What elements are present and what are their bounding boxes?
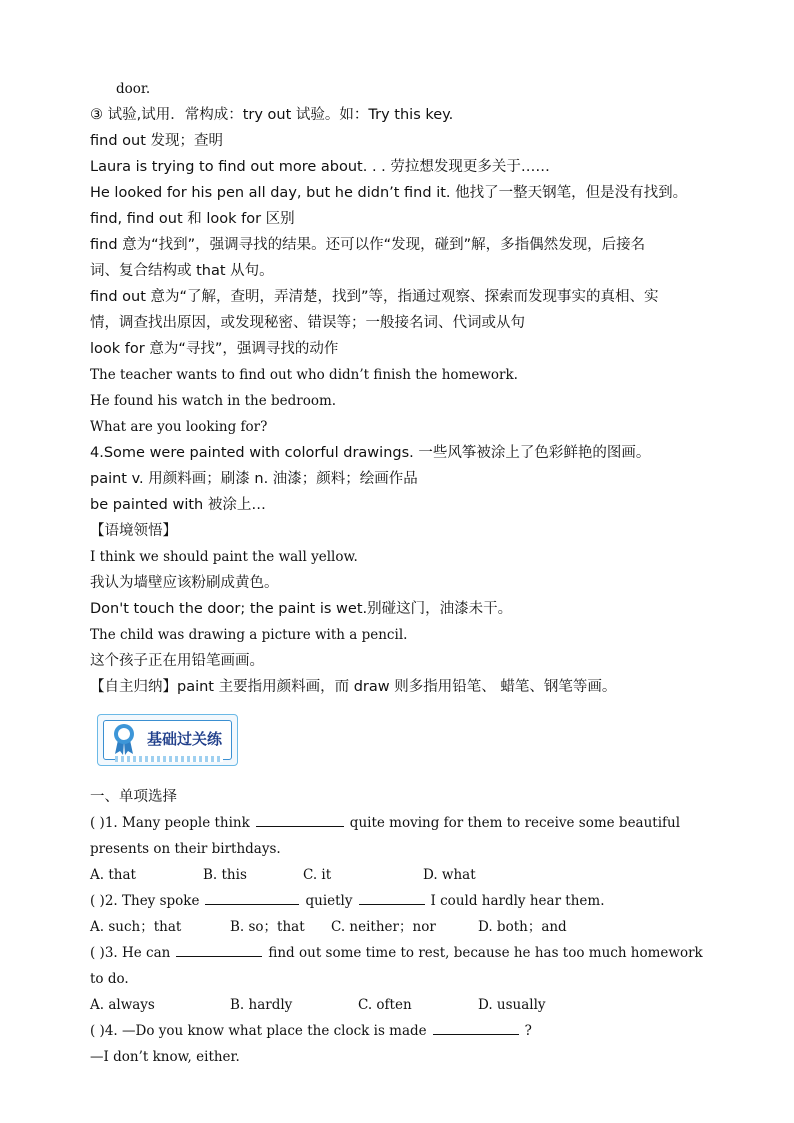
- text-line-19: I think we should paint the wall yellow.: [90, 549, 358, 565]
- award-ribbon-icon: [111, 722, 137, 756]
- question-3-rest: find out some time to rest, because he has too much homework: [268, 945, 703, 961]
- section-title: 一、单项选择: [90, 789, 177, 805]
- question-4-stem: ( )4. —Do you know what place the clock is made: [90, 1023, 427, 1039]
- section-badge: [97, 714, 238, 766]
- option: D. both；and: [478, 919, 567, 935]
- option: C. often: [358, 997, 412, 1013]
- text-line-5: He looked for his pen all day, but he didn’t find it. 他找了一整天钢笔，但是没有找到。: [90, 185, 688, 201]
- answer-blank: [433, 1022, 519, 1035]
- question-1: [90, 814, 680, 832]
- option: D. what: [423, 867, 476, 883]
- question-2-stem: ( )2. They spoke: [90, 893, 200, 909]
- option: A. that: [90, 867, 136, 883]
- option: A. always: [90, 997, 155, 1013]
- question-2: [90, 892, 605, 910]
- question-3: [90, 944, 703, 962]
- text-line-10: 情，调查找出原因，或发现秘密、错误等；一般接名词、代词或从句: [90, 315, 525, 331]
- answer-blank: [205, 892, 299, 905]
- question-3-stem: ( )3. He can: [90, 945, 171, 961]
- question-2-rest: I could hardly hear them.: [430, 893, 605, 909]
- question-4-rest: ?: [524, 1023, 532, 1039]
- text-line-1: door.: [116, 81, 151, 97]
- option: B. this: [203, 867, 247, 883]
- question-1-continued: presents on their birthdays.: [90, 841, 281, 857]
- option: C. it: [303, 867, 332, 883]
- question-3-continued: to do.: [90, 971, 129, 987]
- question-1-stem: ( )1. Many people think: [90, 815, 250, 831]
- text-line-4: Laura is trying to find out more about. . . 劳拉想发现更多关于……: [90, 159, 550, 175]
- text-line-2: ③ 试验,试用．常构成：try out 试验。如：Try this key.: [90, 107, 454, 123]
- answer-blank: [359, 892, 425, 905]
- text-line-21: Don't touch the door; the paint is wet.别碰这门，油漆未干。: [90, 601, 513, 617]
- text-line-18: 【语境领悟】: [90, 523, 177, 539]
- option: D. usually: [478, 997, 546, 1013]
- badge-title: 基础过关练: [147, 730, 223, 748]
- text-line-20: 我认为墙壁应该粉刷成黄色。: [90, 575, 279, 591]
- question-1-options: [90, 866, 476, 884]
- option: B. so；that: [230, 919, 305, 935]
- text-line-24: 【自主归纳】paint 主要指用颜料画，而 draw 则多指用铅笔、 蜡笔、钢笔等画。: [90, 679, 617, 695]
- question-4-reply: —I don’t know, either.: [90, 1049, 240, 1065]
- text-line-3: find out 发现；查明: [90, 133, 223, 149]
- text-line-9: find out 意为“了解，查明，弄清楚，找到”等，指通过观察、探索而发现事实的真相、实: [90, 289, 659, 305]
- option: B. hardly: [230, 997, 293, 1013]
- text-line-7: find 意为“找到”，强调寻找的结果。还可以作“发现，碰到”解，多指偶然发现，后接名: [90, 237, 646, 253]
- text-line-23: 这个孩子正在用铅笔画画。: [90, 653, 264, 669]
- question-2-mid: quietly: [305, 893, 353, 909]
- text-line-15: 4.Some were painted with colorful drawings. 一些风筝被涂上了色彩鲜艳的图画。: [90, 445, 651, 461]
- question-1-rest: quite moving for them to receive some beautiful: [349, 815, 681, 831]
- question-4: [90, 1022, 532, 1040]
- text-line-14: What are you looking for?: [90, 419, 268, 435]
- text-line-6: find, find out 和 look for 区别: [90, 211, 295, 227]
- answer-blank: [176, 944, 262, 957]
- question-2-options: [90, 918, 567, 936]
- text-line-22: The child was drawing a picture with a pencil.: [90, 627, 408, 643]
- option: C. neither；nor: [331, 919, 436, 935]
- option: A. such；that: [90, 919, 182, 935]
- question-3-options: [90, 996, 546, 1014]
- text-line-13: He found his watch in the bedroom.: [90, 393, 337, 409]
- answer-blank: [256, 814, 344, 827]
- text-line-16: paint v. 用颜料画；刷漆 n. 油漆；颜料；绘画作品: [90, 471, 418, 487]
- text-line-8: 词、复合结构或 that 从句。: [90, 263, 274, 279]
- text-line-12: The teacher wants to find out who didn’t finish the homework.: [90, 367, 518, 383]
- text-line-17: be painted with 被涂上…: [90, 497, 266, 513]
- text-line-11: look for 意为“寻找”，强调寻找的动作: [90, 341, 339, 357]
